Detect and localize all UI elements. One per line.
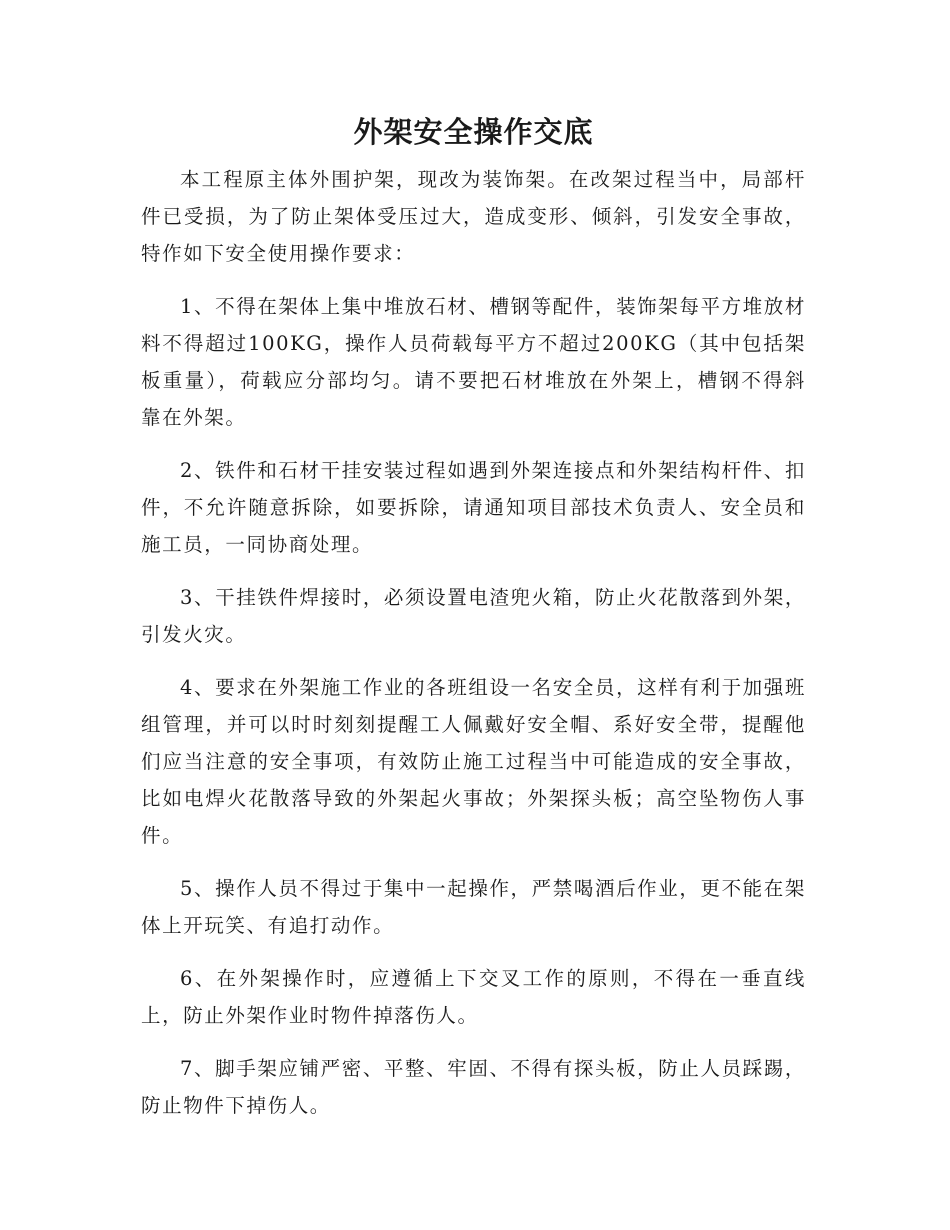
- rule-item-7: 7、脚手架应铺严密、平整、牢固、不得有探头板，防止人员踩踢，防止物件下掉伤人。: [141, 1057, 806, 1117]
- rule-item-3: 3、干挂铁件焊接时，必须设置电渣兜火箱，防止火花散落到外架，引发火灾。: [141, 586, 806, 646]
- rule-item-1: 1、不得在架体上集中堆放石材、槽钢等配件，装饰架每平方堆放材料不得超过100KG，操作人员荷载每平方不超过200KG（其中包括架板重量），荷载应分部均匀。请不要把石材堆放在外架上，槽钢不得斜靠在外架。: [141, 295, 806, 429]
- rule-item-6: 6、在外架操作时，应遵循上下交叉工作的原则，不得在一垂直线上，防止外架作业时物件掉落伤人。: [141, 967, 806, 1027]
- rule-item-5: 5、操作人员不得过于集中一起操作，严禁喝酒后作业，更不能在架体上开玩笑、有追打动作。: [141, 877, 806, 937]
- intro-paragraph: 本工程原主体外围护架，现改为装饰架。在改架过程当中，局部杆件已受损，为了防止架体受压过大，造成变形、倾斜，引发安全事故，特作如下安全使用操作要求：: [141, 168, 806, 265]
- rule-item-4: 4、要求在外架施工作业的各班组设一名安全员，这样有利于加强班组管理，并可以时时刻刻提醒工人佩戴好安全帽、系好安全带，提醒他们应当注意的安全事项，有效防止施工过程当中可能造成的安全事故，比如电焊火花散落导致的外架起火事故；外架探头板；高空坠物伤人事件。: [141, 676, 806, 847]
- document-title: 外架安全操作交底: [353, 115, 594, 149]
- document-page: [141, 0, 806, 1124]
- rule-item-2: 2、铁件和石材干挂安装过程如遇到外架连接点和外架结构杆件、扣件，不允许随意拆除，如要拆除，请通知项目部技术负责人、安全员和施工员，一同协商处理。: [141, 459, 806, 556]
